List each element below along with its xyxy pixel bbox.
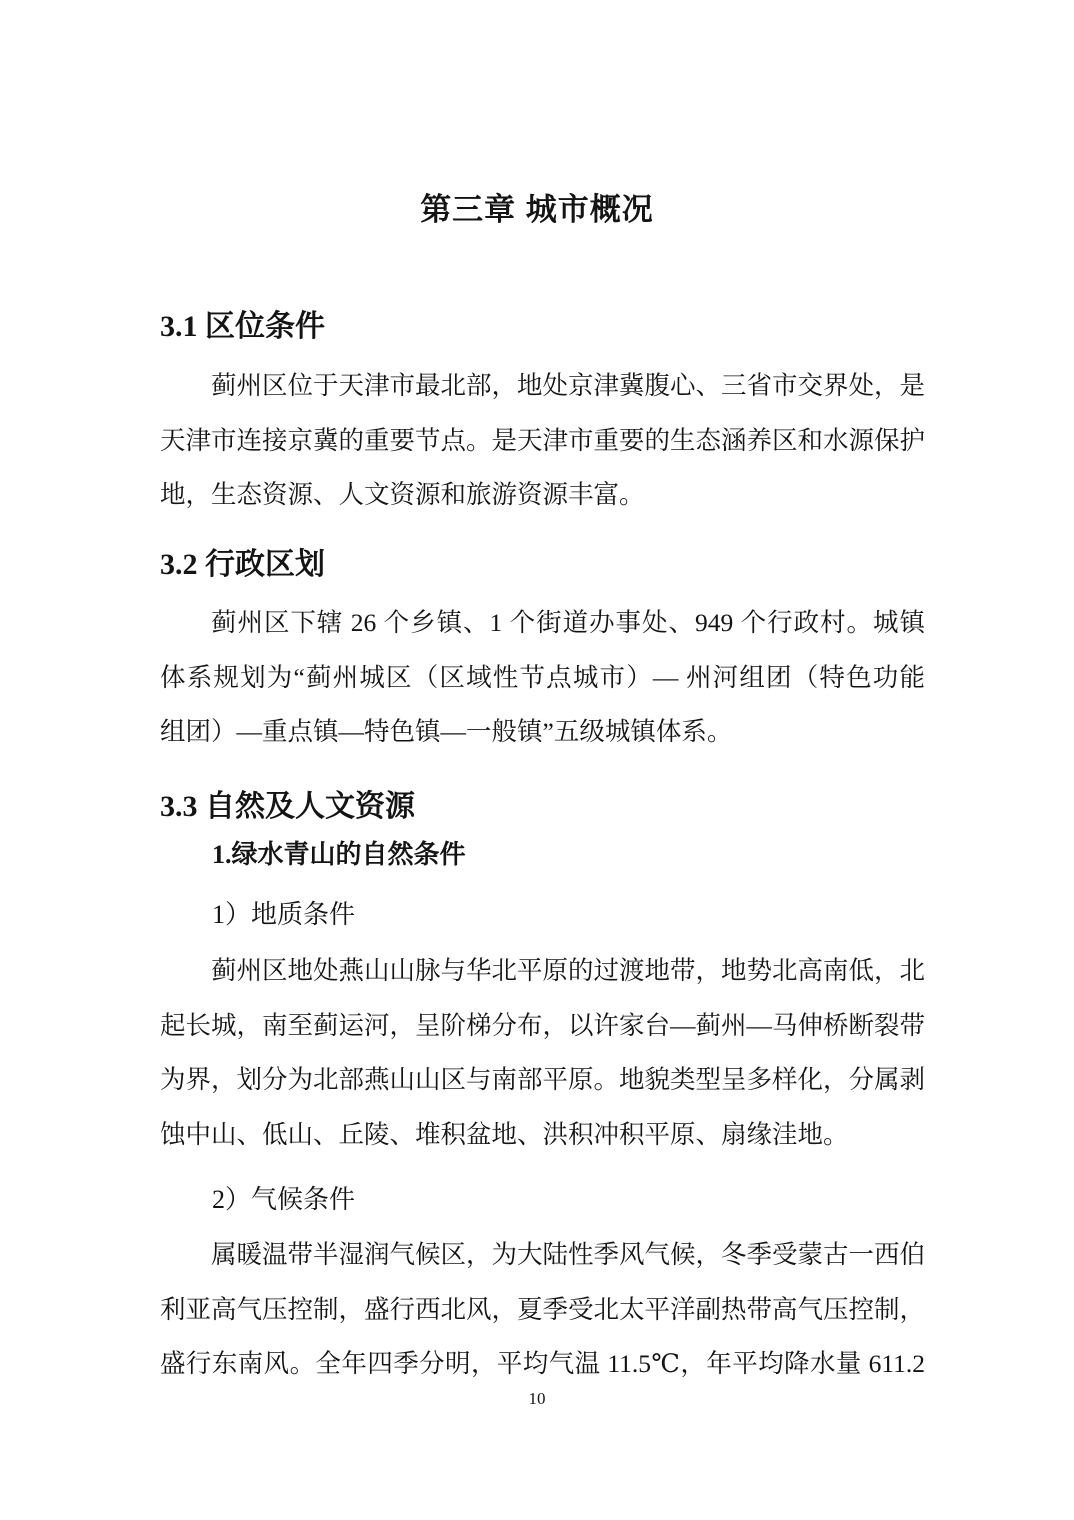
paragraph-administrative bbox=[160, 596, 925, 760]
paragraph-line: 为界，划分为北部燕山山区与南部平原。地貌类型呈多样化，分属剥 bbox=[160, 1065, 926, 1094]
chapter-title: 第三章 城市概况 bbox=[420, 192, 654, 227]
paragraph-line: 天津市连接京冀的重要节点。是天津市重要的生态涵养区和水源保护 bbox=[160, 425, 926, 455]
item-label-geology: 1）地质条件 bbox=[212, 900, 356, 929]
paragraph-line: 地，生态资源、人文资源和旅游资源丰富。 bbox=[160, 480, 645, 509]
section-heading-3-3: 3.3 自然及人文资源 bbox=[160, 790, 415, 823]
paragraph-line: 起长城，南至蓟运河，呈阶梯分布，以许家台—蓟州—马伸桥断裂带 bbox=[160, 1010, 926, 1040]
paragraph-line: 蚀中山、低山、丘陵、堆积盆地、洪积冲积平原、扇缘洼地。 bbox=[160, 1119, 849, 1149]
paragraph-line: 组团）—重点镇—特色镇—一般镇”五级城镇体系。 bbox=[160, 717, 733, 746]
page-number: 10 bbox=[528, 1389, 546, 1408]
section-heading-3-2: 3.2 行政区划 bbox=[160, 548, 325, 581]
item-label-climate: 2）气候条件 bbox=[212, 1185, 356, 1214]
paragraph-climate bbox=[160, 1228, 925, 1392]
paragraph-location bbox=[160, 359, 925, 523]
paragraph-line: 属暖温带半湿润气候区，为大陆性季风气候，冬季受蒙古一西伯 bbox=[211, 1240, 926, 1269]
paragraph-line: 利亚高气压控制，盛行西北风，夏季受北太平洋副热带高气压控制， bbox=[160, 1294, 926, 1324]
paragraph-line: 蓟州区地处燕山山脉与华北平原的过渡地带，地势北高南低，北 bbox=[211, 956, 926, 985]
paragraph-line: 蓟州区下辖 26 个乡镇、1 个街道办事处、949 个行政村。城镇 bbox=[211, 608, 925, 637]
paragraph-line: 盛行东南风。全年四季分明，平均气温 11.5℃，年平均降水量 611.2 bbox=[160, 1349, 925, 1378]
subsection-heading-nature: 1.绿水青山的自然条件 bbox=[212, 840, 466, 869]
paragraph-line: 蓟州区位于天津市最北部，地处京津冀腹心、三省市交界处，是 bbox=[211, 371, 926, 400]
section-heading-3-1: 3.1 区位条件 bbox=[160, 310, 325, 343]
paragraph-geology bbox=[160, 944, 925, 1162]
paragraph-line: 体系规划为“蓟州城区（区域性节点城市）— 州河组团（特色功能 bbox=[160, 662, 925, 692]
